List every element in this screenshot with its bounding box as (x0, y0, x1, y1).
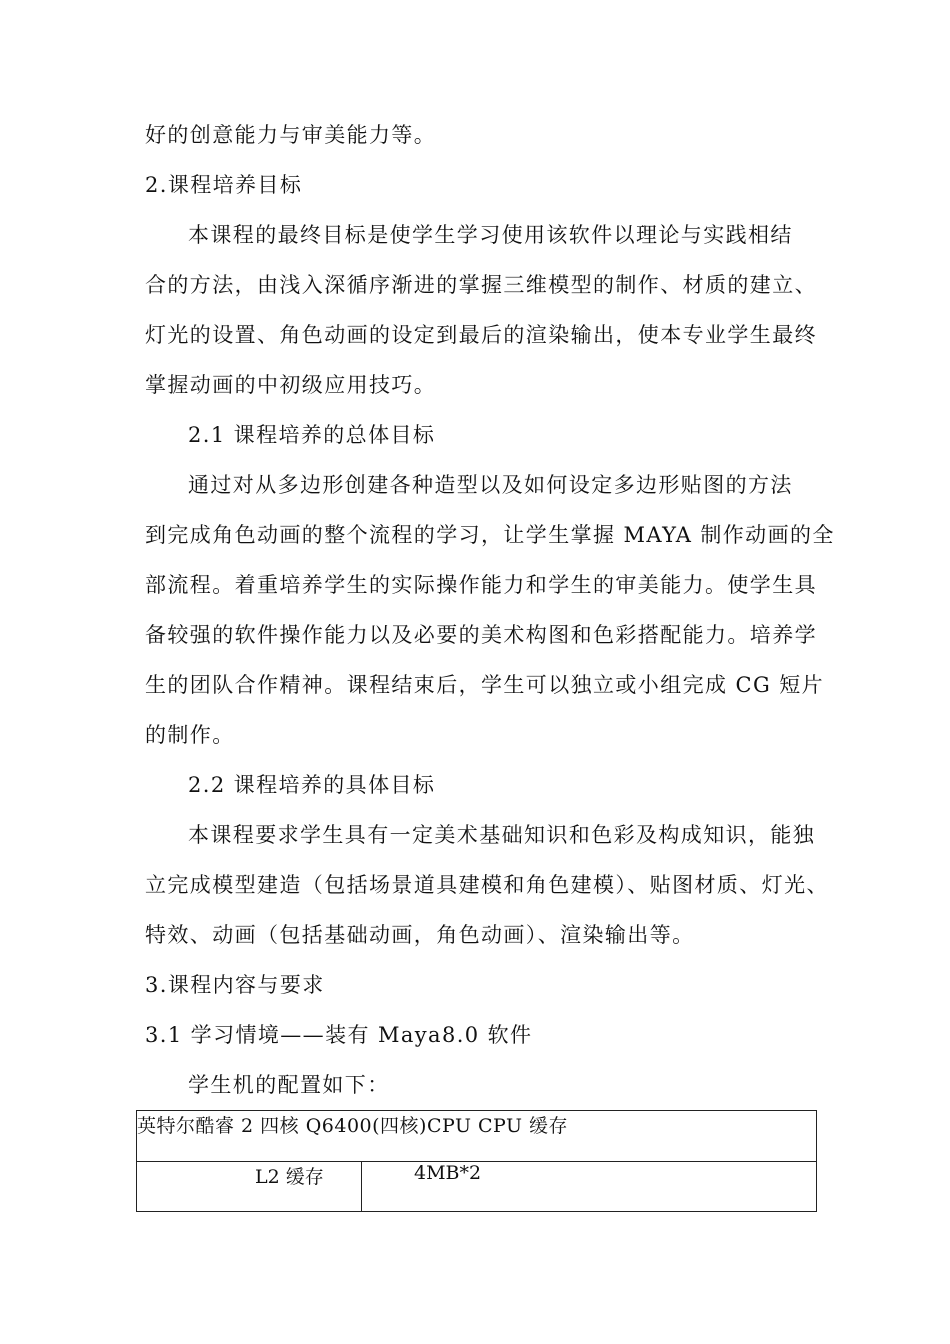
table-row (137, 1111, 817, 1162)
paragraph-line: 合的方法，由浅入深循序渐进的掌握三维模型的制作、材质的建立、 (145, 273, 817, 297)
paragraph-line: 特效、动画（包括基础动画，角色动画）、渲染输出等。 (145, 923, 695, 947)
subsection-heading: 3.1 学习情境——装有 Maya8.0 软件 (145, 1023, 533, 1047)
paragraph-line: 立完成模型建造（包括场景道具建模和角色建模）、贴图材质、灯光、 (145, 873, 829, 897)
table-key-cell: L2 缓存 (137, 1162, 362, 1212)
table-value-cell: 4MB*2 (362, 1162, 817, 1212)
table-header-cell: 英特尔酷睿 2 四核 Q6400(四核)CPU CPU 缓存 (137, 1111, 817, 1162)
paragraph-line: 掌握动画的中初级应用技巧。 (145, 373, 437, 397)
hardware-spec-table (136, 1110, 817, 1212)
subsection-heading: 2.2 课程培养的具体目标 (188, 773, 436, 797)
subsection-heading: 2.1 课程培养的总体目标 (188, 423, 436, 447)
table-row (137, 1162, 817, 1212)
paragraph-line: 本课程要求学生具有一定美术基础知识和色彩及构成知识，能独 (188, 823, 816, 847)
paragraph-line: 学生机的配置如下： (188, 1073, 390, 1097)
section-heading: 2.课程培养目标 (145, 173, 303, 197)
paragraph-line: 部流程。着重培养学生的实际操作能力和学生的审美能力。使学生具 (145, 573, 817, 597)
paragraph-line: 通过对从多边形创建各种造型以及如何设定多边形贴图的方法 (188, 473, 793, 497)
paragraph-line: 备较强的软件操作能力以及必要的美术构图和色彩搭配能力。培养学 (145, 623, 817, 647)
paragraph-line: 的制作。 (145, 723, 235, 747)
paragraph-line: 灯光的设置、角色动画的设定到最后的渲染输出，使本专业学生最终 (145, 323, 817, 347)
paragraph-line: 到完成角色动画的整个流程的学习，让学生掌握 MAYA 制作动画的全 (145, 523, 835, 547)
paragraph-line: 本课程的最终目标是使学生学习使用该软件以理论与实践相结 (188, 223, 793, 247)
section-heading: 3.课程内容与要求 (145, 973, 325, 997)
paragraph-line: 生的团队合作精神。课程结束后，学生可以独立或小组完成 CG 短片 (145, 673, 824, 697)
paragraph-line: 好的创意能力与审美能力等。 (145, 123, 437, 147)
